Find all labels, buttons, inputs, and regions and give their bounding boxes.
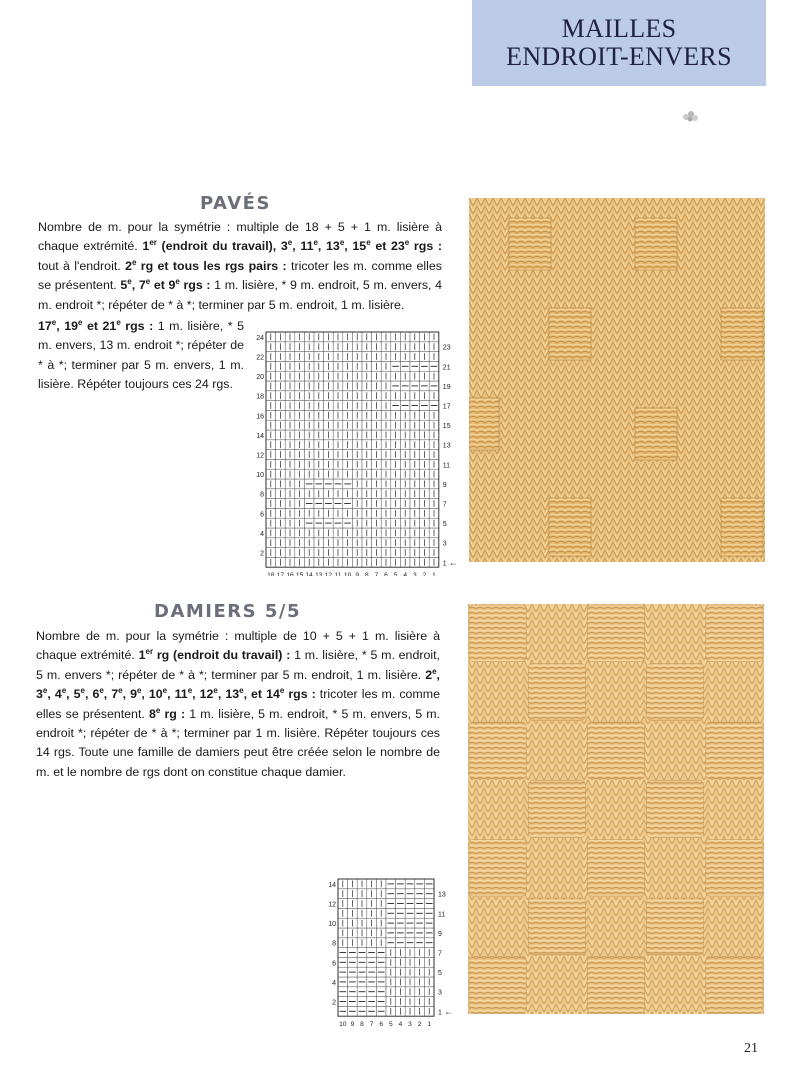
row-label-right: 11 bbox=[442, 462, 451, 470]
stitch-label: 1 bbox=[427, 1021, 432, 1027]
stitch-label: 6 bbox=[384, 572, 388, 576]
row-label-right: 15 bbox=[442, 423, 451, 431]
chapter-title-line2: ENDROIT-ENVERS bbox=[506, 42, 732, 71]
row-label-right: 21 bbox=[442, 364, 451, 372]
row-label-right: 7 bbox=[438, 950, 442, 958]
row-label-left: 2 bbox=[260, 550, 264, 558]
row-label-right: 5 bbox=[438, 970, 442, 978]
stitch-label: 18 bbox=[267, 572, 275, 576]
row-label-left: 24 bbox=[256, 334, 264, 342]
row-label-right: 17 bbox=[442, 403, 451, 411]
row-label-right: 13 bbox=[438, 891, 446, 899]
damiers-chart-grid bbox=[324, 875, 462, 1027]
page-number: 21 bbox=[744, 1041, 758, 1056]
row-label-left: 16 bbox=[256, 413, 264, 421]
paves-title: PAVÉS bbox=[200, 193, 271, 214]
paves-instructions-cont: 17e, 19e et 21e rgs : 1 m. lisière, * 5 m. envers, 13 m. endroit *; répéter de * à *; terminer par 5 m. envers, 1 m. lisière. Répéter toujours ces 24 rgs. bbox=[38, 317, 245, 392]
damiers-swatch-photo bbox=[468, 604, 764, 1014]
paves-chart bbox=[252, 328, 464, 581]
row-label-right: 7 bbox=[442, 501, 447, 509]
row-label-right: 19 bbox=[442, 383, 451, 391]
row-label-right: 3 bbox=[442, 540, 447, 548]
paves-swatch-photo bbox=[469, 198, 765, 562]
chapter-title-line1: MAILLES bbox=[561, 14, 677, 43]
stitch-label: 11 bbox=[334, 572, 342, 576]
stitch-label: 2 bbox=[422, 572, 427, 576]
stitch-label: 6 bbox=[379, 1021, 384, 1027]
row-label-left: 4 bbox=[332, 979, 336, 987]
row-label-left: 14 bbox=[256, 432, 264, 440]
row-label-right: 9 bbox=[442, 481, 447, 489]
stitch-label: 15 bbox=[295, 572, 304, 576]
start-arrow-icon: ← bbox=[448, 557, 458, 568]
row-label-left: 6 bbox=[332, 960, 336, 968]
row-label-left: 12 bbox=[256, 452, 264, 460]
stitch-label: 5 bbox=[388, 1021, 393, 1027]
stitch-label: 16 bbox=[286, 572, 294, 576]
damiers-instructions: Nombre de m. pour la symétrie : multiple de 10 + 5 + 1 m. lisière à chaque extrémité. 1er rg (endroit du travail) : 1 m. lisière, * 5 m. endroit, 5 m. envers *; répéter de * à *; terminer par 5 m. endroit, 1 m. lisière. 2e, 3e, 4e, 5e, 6e, 7e, 9e, 10e, 11e, 12e, 13e, et 14e rgs : tricoter les m. comme elles se présentent. 8e rg : 1 m. lisière, 5 m. endroit, * 5 m. envers, 5 m. endroit *; répéter de * à *; terminer par 1 m. lisière. Répéter toujours ces 14 rgs. Toute une famille de damiers peut être créée selon le nombre de m. et le nombre de rgs dont on constitue chaque damier. bbox=[36, 629, 440, 779]
stitch-label: 7 bbox=[374, 572, 379, 576]
row-label-left: 10 bbox=[256, 472, 264, 480]
stitch-label: 2 bbox=[417, 1021, 422, 1027]
row-label-right: 1 bbox=[442, 560, 447, 568]
stitch-label: 14 bbox=[305, 572, 313, 576]
row-label-right: 1 bbox=[438, 1009, 442, 1017]
start-arrow-icon: ← bbox=[444, 1006, 453, 1017]
stitch-label: 13 bbox=[315, 572, 323, 576]
row-label-right: 23 bbox=[442, 344, 451, 352]
stitch-label: 5 bbox=[393, 572, 398, 576]
paves-chart-grid bbox=[252, 328, 464, 576]
row-label-left: 6 bbox=[260, 511, 264, 519]
row-label-right: 13 bbox=[442, 442, 451, 450]
row-label-left: 22 bbox=[256, 354, 264, 362]
row-label-left: 12 bbox=[328, 901, 336, 909]
damiers-title: DAMIERS 5/5 bbox=[154, 601, 301, 622]
row-label-right: 9 bbox=[438, 930, 442, 938]
row-label-left: 10 bbox=[328, 921, 336, 929]
stitch-label: 4 bbox=[403, 572, 408, 576]
row-label-right: 11 bbox=[438, 911, 446, 919]
row-label-left: 2 bbox=[332, 999, 336, 1007]
stitch-label: 9 bbox=[355, 572, 360, 576]
stitch-label: 10 bbox=[339, 1021, 347, 1027]
stitch-label: 8 bbox=[360, 1021, 364, 1027]
stitch-label: 8 bbox=[364, 572, 369, 576]
row-label-left: 14 bbox=[328, 881, 336, 889]
stitch-label: 4 bbox=[398, 1021, 403, 1027]
yarn-tuft-icon bbox=[680, 108, 702, 124]
stitch-label: 3 bbox=[412, 572, 417, 576]
stitch-label: 9 bbox=[350, 1021, 355, 1027]
stitch-label: 10 bbox=[343, 572, 352, 576]
row-label-left: 8 bbox=[260, 491, 264, 499]
stitch-label: 7 bbox=[369, 1021, 374, 1027]
stitch-label: 1 bbox=[432, 572, 436, 576]
damiers-chart bbox=[324, 875, 462, 1032]
stitch-label: 12 bbox=[324, 572, 333, 576]
row-label-left: 18 bbox=[256, 393, 264, 401]
row-label-left: 4 bbox=[260, 530, 264, 538]
paves-instructions: Nombre de m. pour la symétrie : multiple de 18 + 5 + 1 m. lisière à chaque extrémité. 1er (endroit du travail), 3e, 11e, 13e, 15e et 23e rgs : tout à l'endroit. 2e rg et tous les rgs pairs : tricoter les m. comme elles se présentent. 5e, 7e et 9e rgs : 1 m. lisière, * 9 m. endroit, 5 m. envers, 4 m. endroit *; répéter de * à *; terminer par 5 m. endroit, 1 m. lisière. bbox=[38, 220, 443, 312]
stitch-label: 17 bbox=[276, 572, 285, 576]
chapter-title-box bbox=[472, 0, 766, 86]
row-label-left: 20 bbox=[256, 374, 264, 382]
row-label-right: 5 bbox=[442, 521, 447, 529]
row-label-right: 3 bbox=[438, 989, 442, 997]
stitch-label: 3 bbox=[408, 1021, 412, 1027]
row-label-left: 8 bbox=[332, 940, 336, 948]
